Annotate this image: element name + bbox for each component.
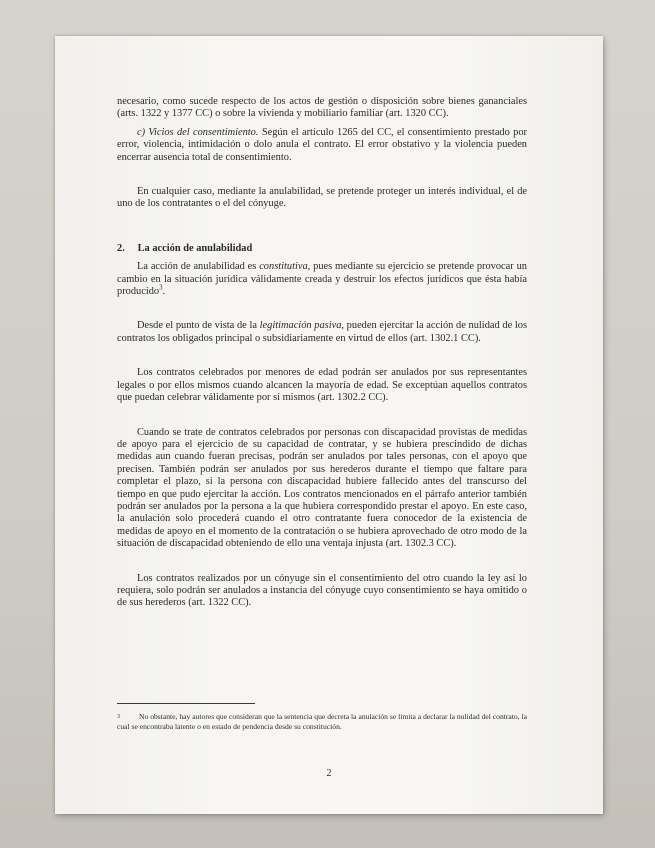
legitimacion-term: legitimación pasiva <box>259 320 342 332</box>
constitutiva-text: , pues mediante su ejercicio se pretende provocar un cambio en la situación jurídica válidamente creada y destruir los efectos jurídicos que ésta había producido <box>117 261 527 298</box>
legitimacion-lead: Desde el punto de vista de la <box>137 320 257 332</box>
vicios-label: c) Vicios del consentimiento. <box>137 126 259 138</box>
constitutiva-lead: La acción de anulabilidad es <box>137 261 257 273</box>
footnote-divider <box>117 703 255 704</box>
footnote <box>117 712 527 732</box>
paragraph-menores: Los contratos celebrados por menores de edad podrán ser anulados por sus representantes legales o por ellos mismos cuando alcancen la mayoría de edad. Se exceptúan aquellos contratos que puedan celebrar válidamente por sí mismos (art. 1302.2 CC). <box>117 367 527 404</box>
paragraph-conyuge: Los contratos realizados por un cónyuge sin el consentimiento del otro cuando la ley así lo requiera, solo podrán ser anulados a instancia del cónyuge cuyo consentimiento se haya omitido o de sus herederos (art. 1322 CC). <box>117 572 527 609</box>
footnote-mark: 3 <box>117 714 120 720</box>
vicios-text: Según el artículo 1265 del CC, el consentimiento prestado por error, violencia, intimidación o dolo anula el contrato. El error obstativo y la violencia pueden encerrar ausencia total de consentimiento. <box>117 126 528 163</box>
paragraph-continuation: necesario, como sucede respecto de los actos de gestión o disposición sobre bienes gananciales (arts. 1322 y 1377 CC) o sobre la vivienda y mobiliario familiar (art. 1320 CC). <box>117 96 527 120</box>
period: . <box>162 286 166 298</box>
page-body <box>117 96 527 610</box>
paragraph-discapacidad: Cuando se trate de contratos celebrados por personas con discapacidad provistas de medidas de apoyo para el ejercicio de su capacidad de contratar, y se hubiera prescindido de dichas medidas aun cuando fueran precisas, podrán ser anulados por tales personas, con el apoyo que precisen. También podrán ser anulados por sus herederos durante el tiempo que faltare para completar el plazo, si la persona con discapacidad hubiere fallecido antes del transcurso del tiempo en que pudo ejercitar la acción. Los contratos mencionados en el párrafo anterior también podrán ser anulados por la persona a la que hubiera correspondido prestar el apoyo. En este caso, la anulación solo procederá cuando el otro contratante fuera conocedor de la existencia de medidas de apoyo en el momento de la contratación o se hubiera aprovechado de otro modo de la situación de discapacidad obteniendo de ello una ventaja injusta (art. 1302.3 CC). <box>117 426 527 550</box>
constitutiva-term: constitutiva <box>259 261 308 273</box>
paragraph-constitutiva <box>117 261 527 298</box>
section-number: 2. <box>117 242 125 254</box>
paragraph-vicios <box>117 127 527 164</box>
section-heading <box>117 243 527 255</box>
footnote-reference: 3 <box>159 283 163 292</box>
page-number: 2 <box>326 768 332 779</box>
section-title: La acción de anulabilidad <box>137 242 253 254</box>
footnote-text: No obstante, hay autores que consideran que la sentencia que decreta la anulación se limita a declarar la nulidad del contrato, la cual se encontraba latente o en estado de pendencia desde su constitución. <box>117 712 527 732</box>
paragraph-proteccion: En cualquier caso, mediante la anulabilidad, se pretende proteger un interés individual, el de uno de los contratantes o el del cónyuge. <box>117 186 527 210</box>
legitimacion-text: , pueden ejercitar la acción de nulidad de los contratos los obligados principal o subsidiariamente en virtud de ellos (art. 1302.1 CC). <box>117 320 527 344</box>
document-page <box>55 36 603 814</box>
paragraph-legitimacion <box>117 320 527 345</box>
